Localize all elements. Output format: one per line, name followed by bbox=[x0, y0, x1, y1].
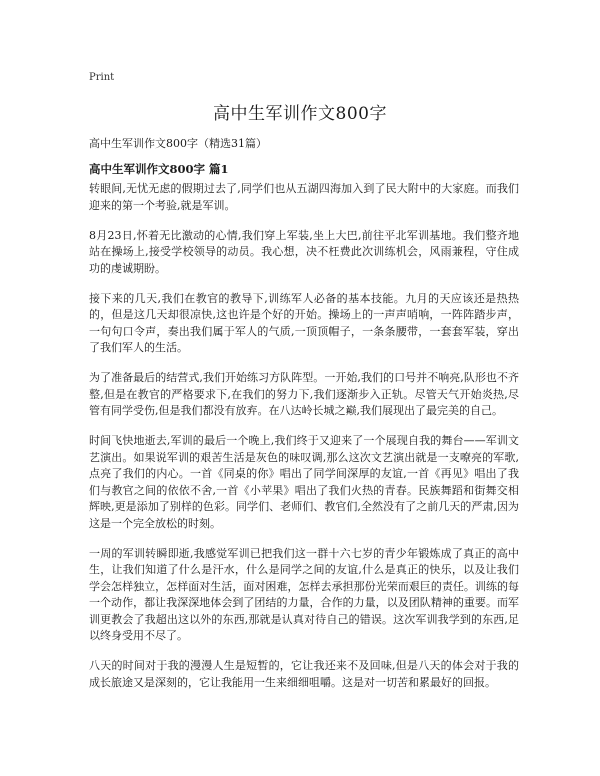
article-body bbox=[89, 181, 519, 705]
paragraph: 八天的时间对于我的漫漫人生是短暂的，它让我还来不及回味,但是八天的体会对于我的成长旅途又是深刻的，它让我能用一生来细细咀嚼。这是对一切苦和累最好的回报。 bbox=[89, 659, 519, 689]
paragraph: 转眼间,无忧无虑的假期过去了,同学们也从五湖四海加入到了民大附中的大家庭。而我们迎来的第一个考验,就是军训。 bbox=[89, 182, 519, 212]
page-title: 高中生军训作文800字 bbox=[213, 104, 387, 124]
document-subtitle: 高中生军训作文800字（精选31篇） bbox=[89, 137, 267, 150]
paragraph: 为了准备最后的结营式,我们开始练习方队阵型。一开始,我们的口号并不响亮,队形也不齐整,但是在教官的严格要求下,在我们的努力下,我们逐渐步入正轨。尽管天气开始炎热,尽管有同学受伤,但是我们都没有放弃。在八达岭长城之巅,我们展现出了最完美的自己。 bbox=[89, 371, 519, 417]
print-label: Print bbox=[89, 72, 115, 83]
paragraph: 一周的军训转瞬即逝,我感觉军训已把我们这一群十六七岁的青少年锻炼成了真正的高中生，让我们知道了什么是汗水，什么是同学之间的友谊,什么是真正的快乐，以及让我们学会怎样独立，怎样面对生活，面对困难，怎样去承担那份光荣而艰巨的责任。训练的每一个动作，都让我深深地体会到了团结的力量，合作的力量，以及团队精神的重要。而军训更教会了我超出这以外的东西,那就是认真对待自己的错误。这次军训我学到的东西,足以终身受用不尽了。 bbox=[89, 546, 519, 642]
section-heading: 高中生军训作文800字 篇1 bbox=[89, 162, 229, 176]
paragraph: 接下来的几天,我们在教官的教导下,训练军人必备的基本技能。九月的天应该还是热热的，但是这几天却很凉快,这也许是个好的开始。操场上的一声声哨响，一阵阵踏步声，一句句口令声，奏出我们属于军人的气质,一顶顶帽子，一条条腰带，一套套军装，穿出了我们军人的生活。 bbox=[89, 291, 519, 354]
paragraph: 8月23日,怀着无比激动的心情,我们穿上军装,坐上大巴,前往平北军训基地。我们整齐地站在操场上,接受学校领导的动员。我心想，决不枉费此次训练机会，风雨兼程，守住成功的虔诚期盼。 bbox=[89, 228, 519, 275]
paragraph: 时间飞快地逝去,军训的最后一个晚上,我们终于又迎来了一个展现自我的舞台——军训文艺演出。如果说军训的艰苦生活是灰色的味叹调,那么这次文艺演出就是一支嘹亮的军歌,点亮了我们的内心。一首《同桌的你》唱出了同学间深厚的友谊,一首《再见》唱出了我们与教官之间的依依不舍,一首《小苹果》唱出了我们火热的青春。民族舞蹈和街舞交相辉映,更是添加了别样的色彩。同学们、老师们、教官们,全然没有了之前几天的严肃,因为这是一个完全放松的时刻。 bbox=[89, 434, 519, 530]
